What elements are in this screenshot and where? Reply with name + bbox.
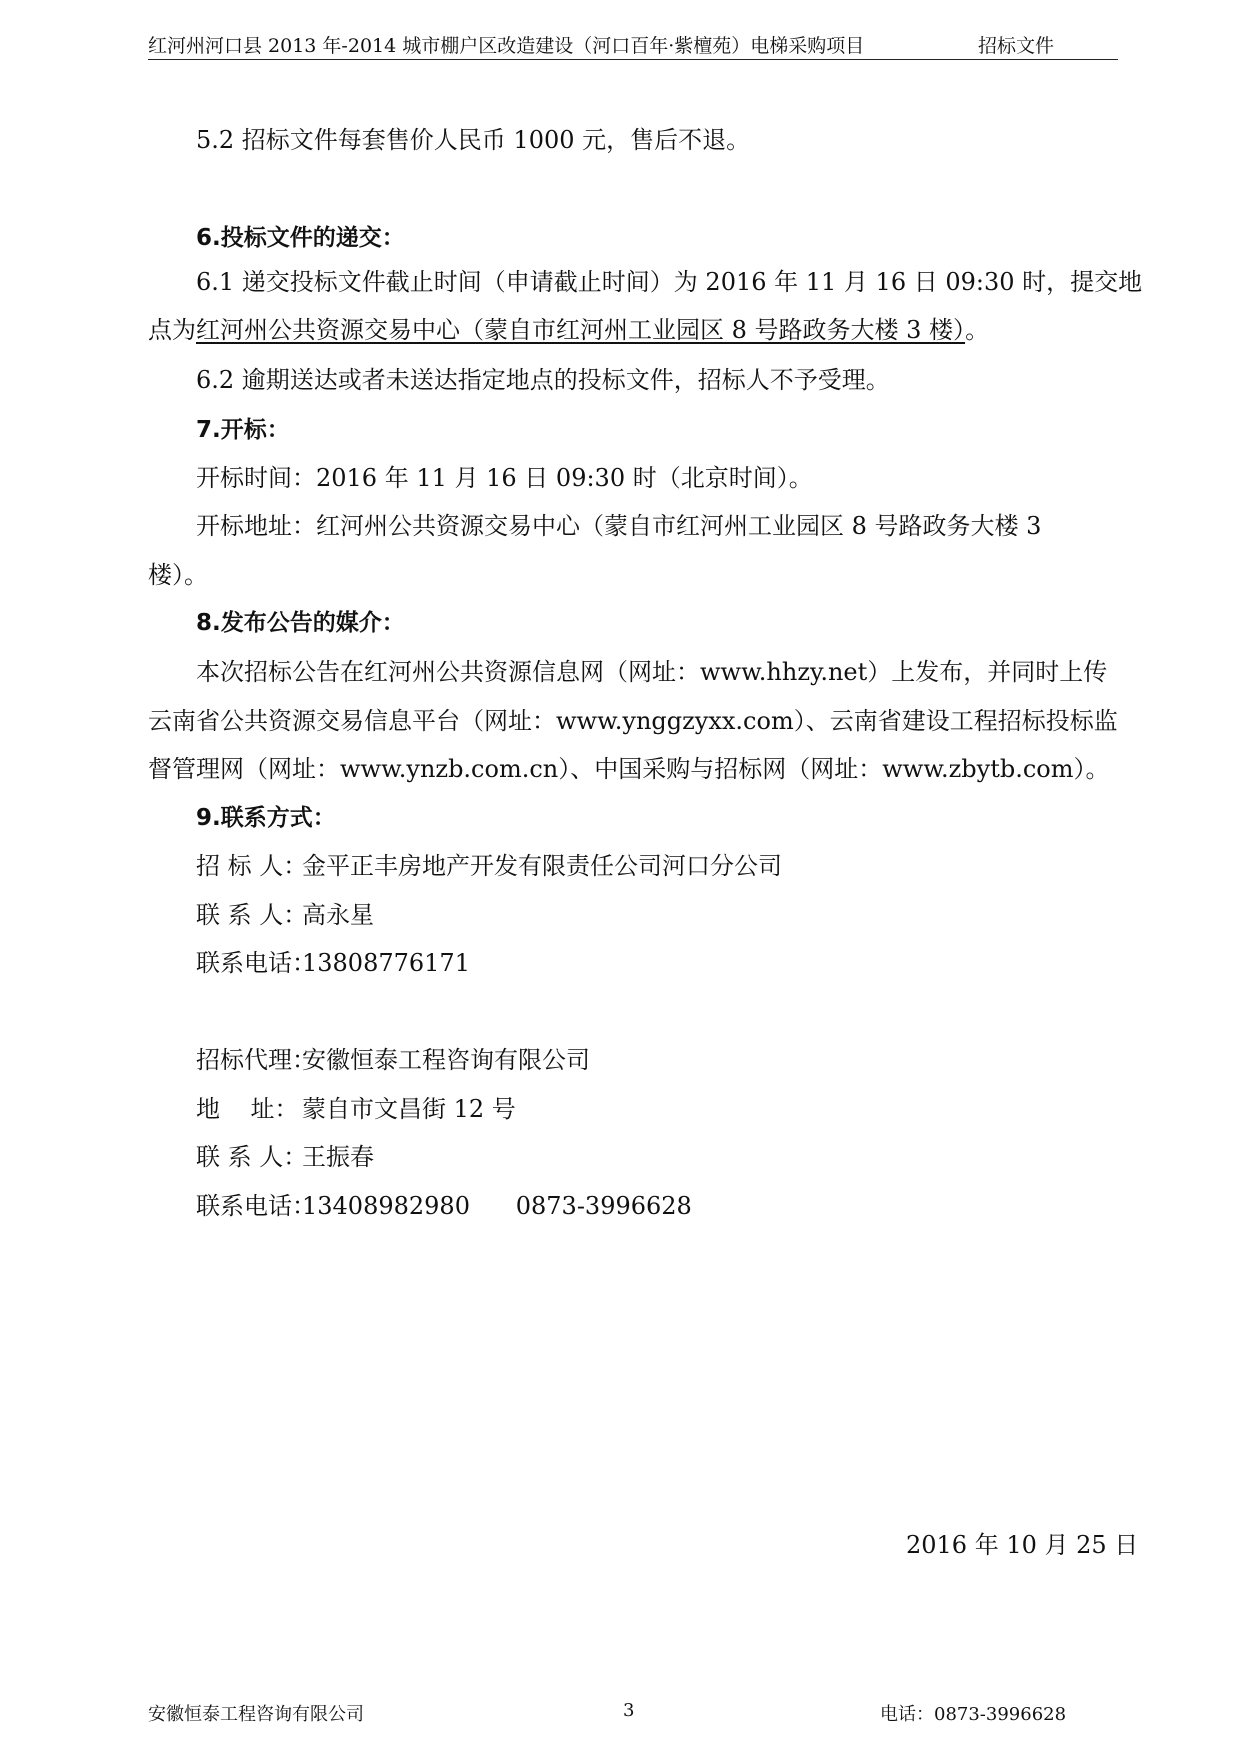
media-line2: 云南省公共资源交易信息平台（网址：www.ynggzyxx.com）、云南省建设工程招标投标监: [148, 707, 1118, 735]
phone2-row: [196, 1190, 692, 1222]
opening-place-line2: 楼）。: [148, 561, 208, 589]
header-doc-type: 招标文件: [978, 35, 1055, 57]
section-6-2: 6.2 逾期送达或者未送达指定地点的投标文件，招标人不予受理。: [196, 366, 890, 394]
media-line3: 督管理网（网址：www.ynzb.com.cn）、中国采购与招标网（网址：www.zbytb.com）。: [148, 755, 1110, 783]
tenderer-value: 金平正丰房地产开发有限责任公司河口分公司: [302, 852, 782, 880]
section-8-heading: 8.发布公告的媒介：: [196, 610, 405, 636]
page-header: [148, 31, 1118, 60]
phone1-value: 13808776171: [302, 949, 470, 977]
submission-place: 红河州公共资源交易中心（蒙自市红河州工业园区 8 号路政务大楼 3 楼）: [196, 316, 966, 344]
section-6-1-prefix: 点为: [148, 316, 196, 344]
phone2-value: 13408982980 0873-3996628: [302, 1192, 692, 1220]
agent-label: 招标代理：: [196, 1046, 316, 1074]
phone2-label: 联系电话：: [196, 1192, 316, 1220]
section-7-heading: 7.开标：: [196, 417, 290, 443]
header-project-title: 红河州河口县 2013 年-2014 城市棚户区改造建设（河口百年·紫檀苑）电梯采购项目: [148, 35, 865, 57]
media-line1: 本次招标公告在红河州公共资源信息网（网址：www.hhzy.net）上发布，并同时上传: [196, 658, 1108, 686]
tenderer-label: 招 标 人：: [196, 852, 308, 880]
section-9-heading: 9.联系方式：: [196, 805, 336, 831]
contact2-value: 王振春: [302, 1143, 374, 1171]
section-6-1-line1: 6.1 递交投标文件截止时间（申请截止时间）为 2016 年 11 月 16 日 09:30 时，提交地: [196, 268, 1143, 296]
agent-value: 安徽恒泰工程咨询有限公司: [302, 1046, 590, 1074]
contact2-row: [196, 1141, 374, 1173]
address-label: 地 址：: [196, 1095, 299, 1123]
phone1-row: [196, 947, 470, 979]
footer-company: 安徽恒泰工程咨询有限公司: [148, 1704, 364, 1725]
footer-page-number: 3: [623, 1700, 635, 1721]
contact1-label: 联 系 人：: [196, 901, 308, 929]
contact1-value: 高永星: [302, 901, 374, 929]
section-6-heading: 6.投标文件的递交：: [196, 225, 405, 251]
footer-phone: 电话：0873-3996628: [880, 1704, 1067, 1725]
contact2-label: 联 系 人：: [196, 1143, 308, 1171]
agent-row: [196, 1044, 590, 1076]
opening-place-line1: 开标地址：红河州公共资源交易中心（蒙自市红河州工业园区 8 号路政务大楼 3: [196, 512, 1042, 540]
contact1-row: [196, 899, 374, 931]
opening-time: 开标时间：2016 年 11 月 16 日 09:30 时（北京时间）。: [196, 464, 813, 492]
address-value: 蒙自市文昌街 12 号: [302, 1095, 516, 1123]
section-6-1-line2: [148, 314, 989, 346]
address-row: [196, 1093, 516, 1125]
document-date: 2016 年 10 月 25 日: [906, 1531, 1139, 1559]
tenderer-row: [196, 850, 782, 882]
section-5-2: 5.2 招标文件每套售价人民币 1000 元，售后不退。: [196, 126, 751, 154]
section-6-1-suffix: 。: [965, 316, 990, 344]
phone1-label: 联系电话：: [196, 949, 316, 977]
